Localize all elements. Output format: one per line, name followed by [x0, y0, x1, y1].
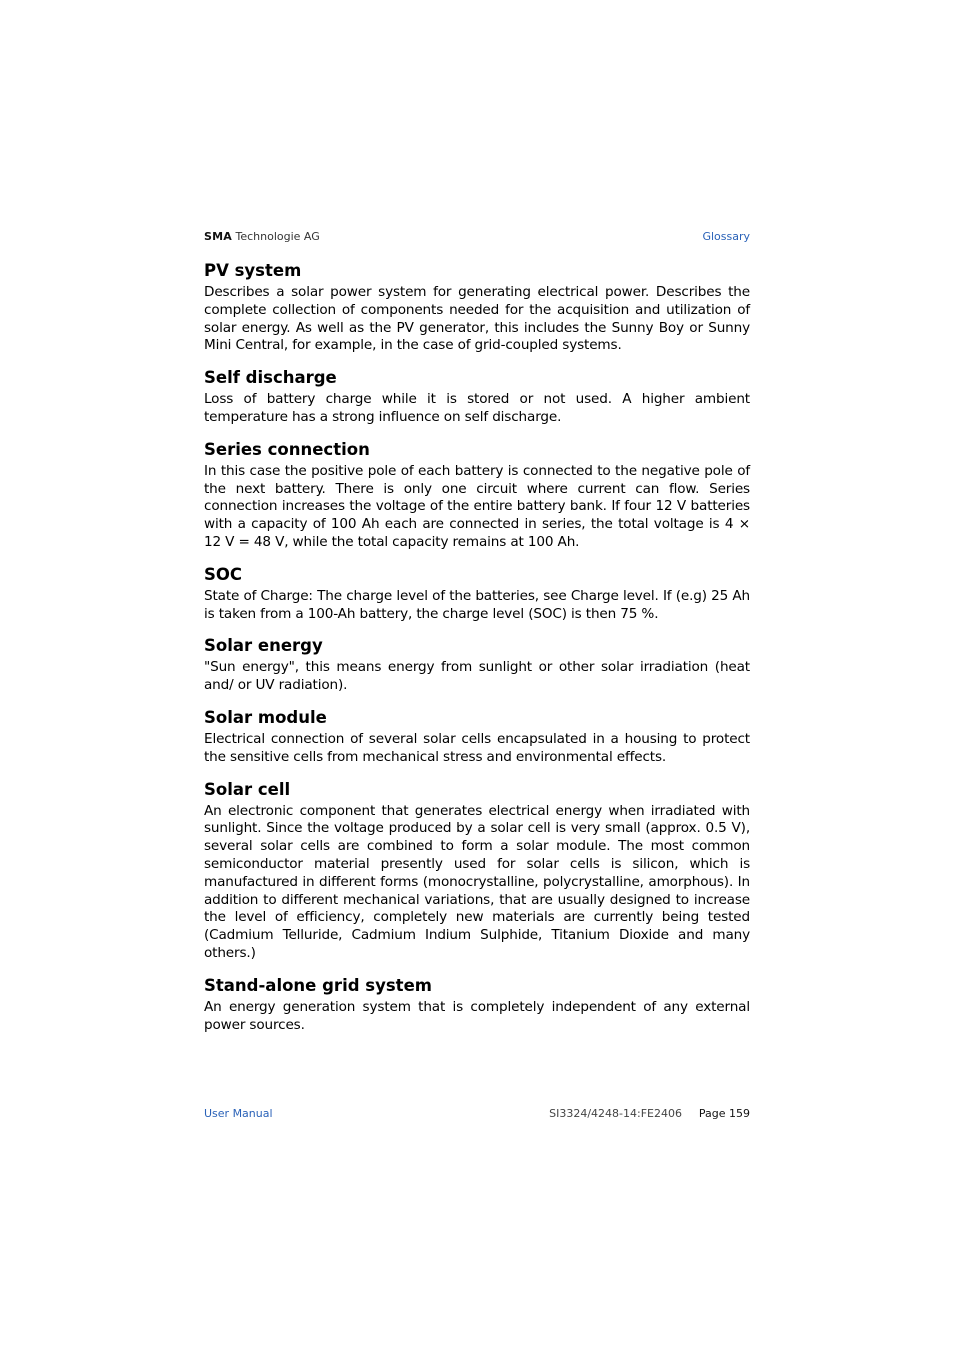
page-footer	[204, 1106, 750, 1122]
footer-document-id: SI3324/4248-14:FE2406	[549, 1107, 682, 1120]
glossary-term: SOC	[204, 564, 243, 584]
glossary-definition: State of Charge: The charge level of the batteries, see Charge level. If (e.g) 25 Ah is taken from a 100-Ah battery, the charge level (SOC) is then 75 %.	[204, 587, 750, 622]
glossary-entry	[204, 707, 750, 767]
brand-name: SMA	[204, 230, 232, 243]
glossary-term: Solar energy	[204, 636, 323, 656]
company-name: Technologie AG	[235, 230, 320, 243]
glossary-definition: Describes a solar power system for generating electrical power. Describes the complete collection of components needed for the acquisition and utilization of solar energy. As well as the PV generator, this includes the Sunny Boy or Sunny Mini Central, for example, in the case of grid-coupled systems.	[204, 284, 750, 354]
glossary-definition: "Sun energy", this means energy from sunlight or other solar irradiation (heat and/ or UV radiation).	[204, 659, 750, 694]
glossary-term: PV system	[204, 261, 302, 280]
glossary-definition: Electrical connection of several solar cells encapsulated in a housing to protect the sensitive cells from mechanical stress and environmental effects.	[204, 730, 750, 765]
footer-page-number: Page 159	[698, 1107, 750, 1120]
glossary-term: Self discharge	[204, 368, 337, 388]
header-section-link[interactable]: Glossary	[702, 230, 750, 243]
glossary-term: Solar module	[204, 707, 327, 727]
glossary-definition: In this case the positive pole of each battery is connected to the negative pole of the next battery. There is only one circuit where current can flow. Series connection increases the voltage of the entire battery bank. If four 12 V batteries with a capacity of 100 Ah each are connected in series, the total voltage is 4 × 12 V = 48 V, while the total capacity remains at 100 Ah.	[204, 462, 750, 550]
glossary-entry	[204, 635, 750, 695]
glossary-entry	[204, 779, 750, 963]
glossary-entry	[204, 260, 750, 355]
glossary-term: Stand-alone grid system	[204, 975, 432, 995]
glossary-term: Series connection	[204, 439, 370, 459]
glossary-entry	[204, 439, 750, 552]
glossary-definition: An electronic component that generates electrical energy when irradiated with sunlight. Since the voltage produced by a solar cell is very small (approx. 0.5 V), several solar cells are combined to form a solar module. The most common semiconductor material presently used for solar cells is silicon, which is manufactured in different forms (monocrystalline, polycrystalline, amorphous). In addition to different mechanical variations, that are usually designed to increase the level of efficiency, completely new materials are currently being tested (Cadmium Telluride, Cadmium Indium Sulphide, Titanium Dioxide and many others.)	[204, 802, 750, 961]
glossary-entry	[204, 367, 750, 427]
glossary-entry	[204, 975, 750, 1035]
glossary-definition: Loss of battery charge while it is stored or not used. A higher ambient temperature has a strong influence on self discharge.	[204, 391, 750, 425]
glossary-definition: An energy generation system that is completely independent of any external power sources.	[204, 998, 750, 1033]
header-brand	[204, 229, 320, 245]
glossary-content	[204, 260, 750, 1034]
glossary-entry	[204, 564, 750, 624]
footer-manual-link[interactable]: User Manual	[204, 1107, 273, 1120]
document-page	[204, 0, 750, 1351]
page-header	[204, 229, 750, 245]
glossary-term: Solar cell	[204, 779, 291, 799]
